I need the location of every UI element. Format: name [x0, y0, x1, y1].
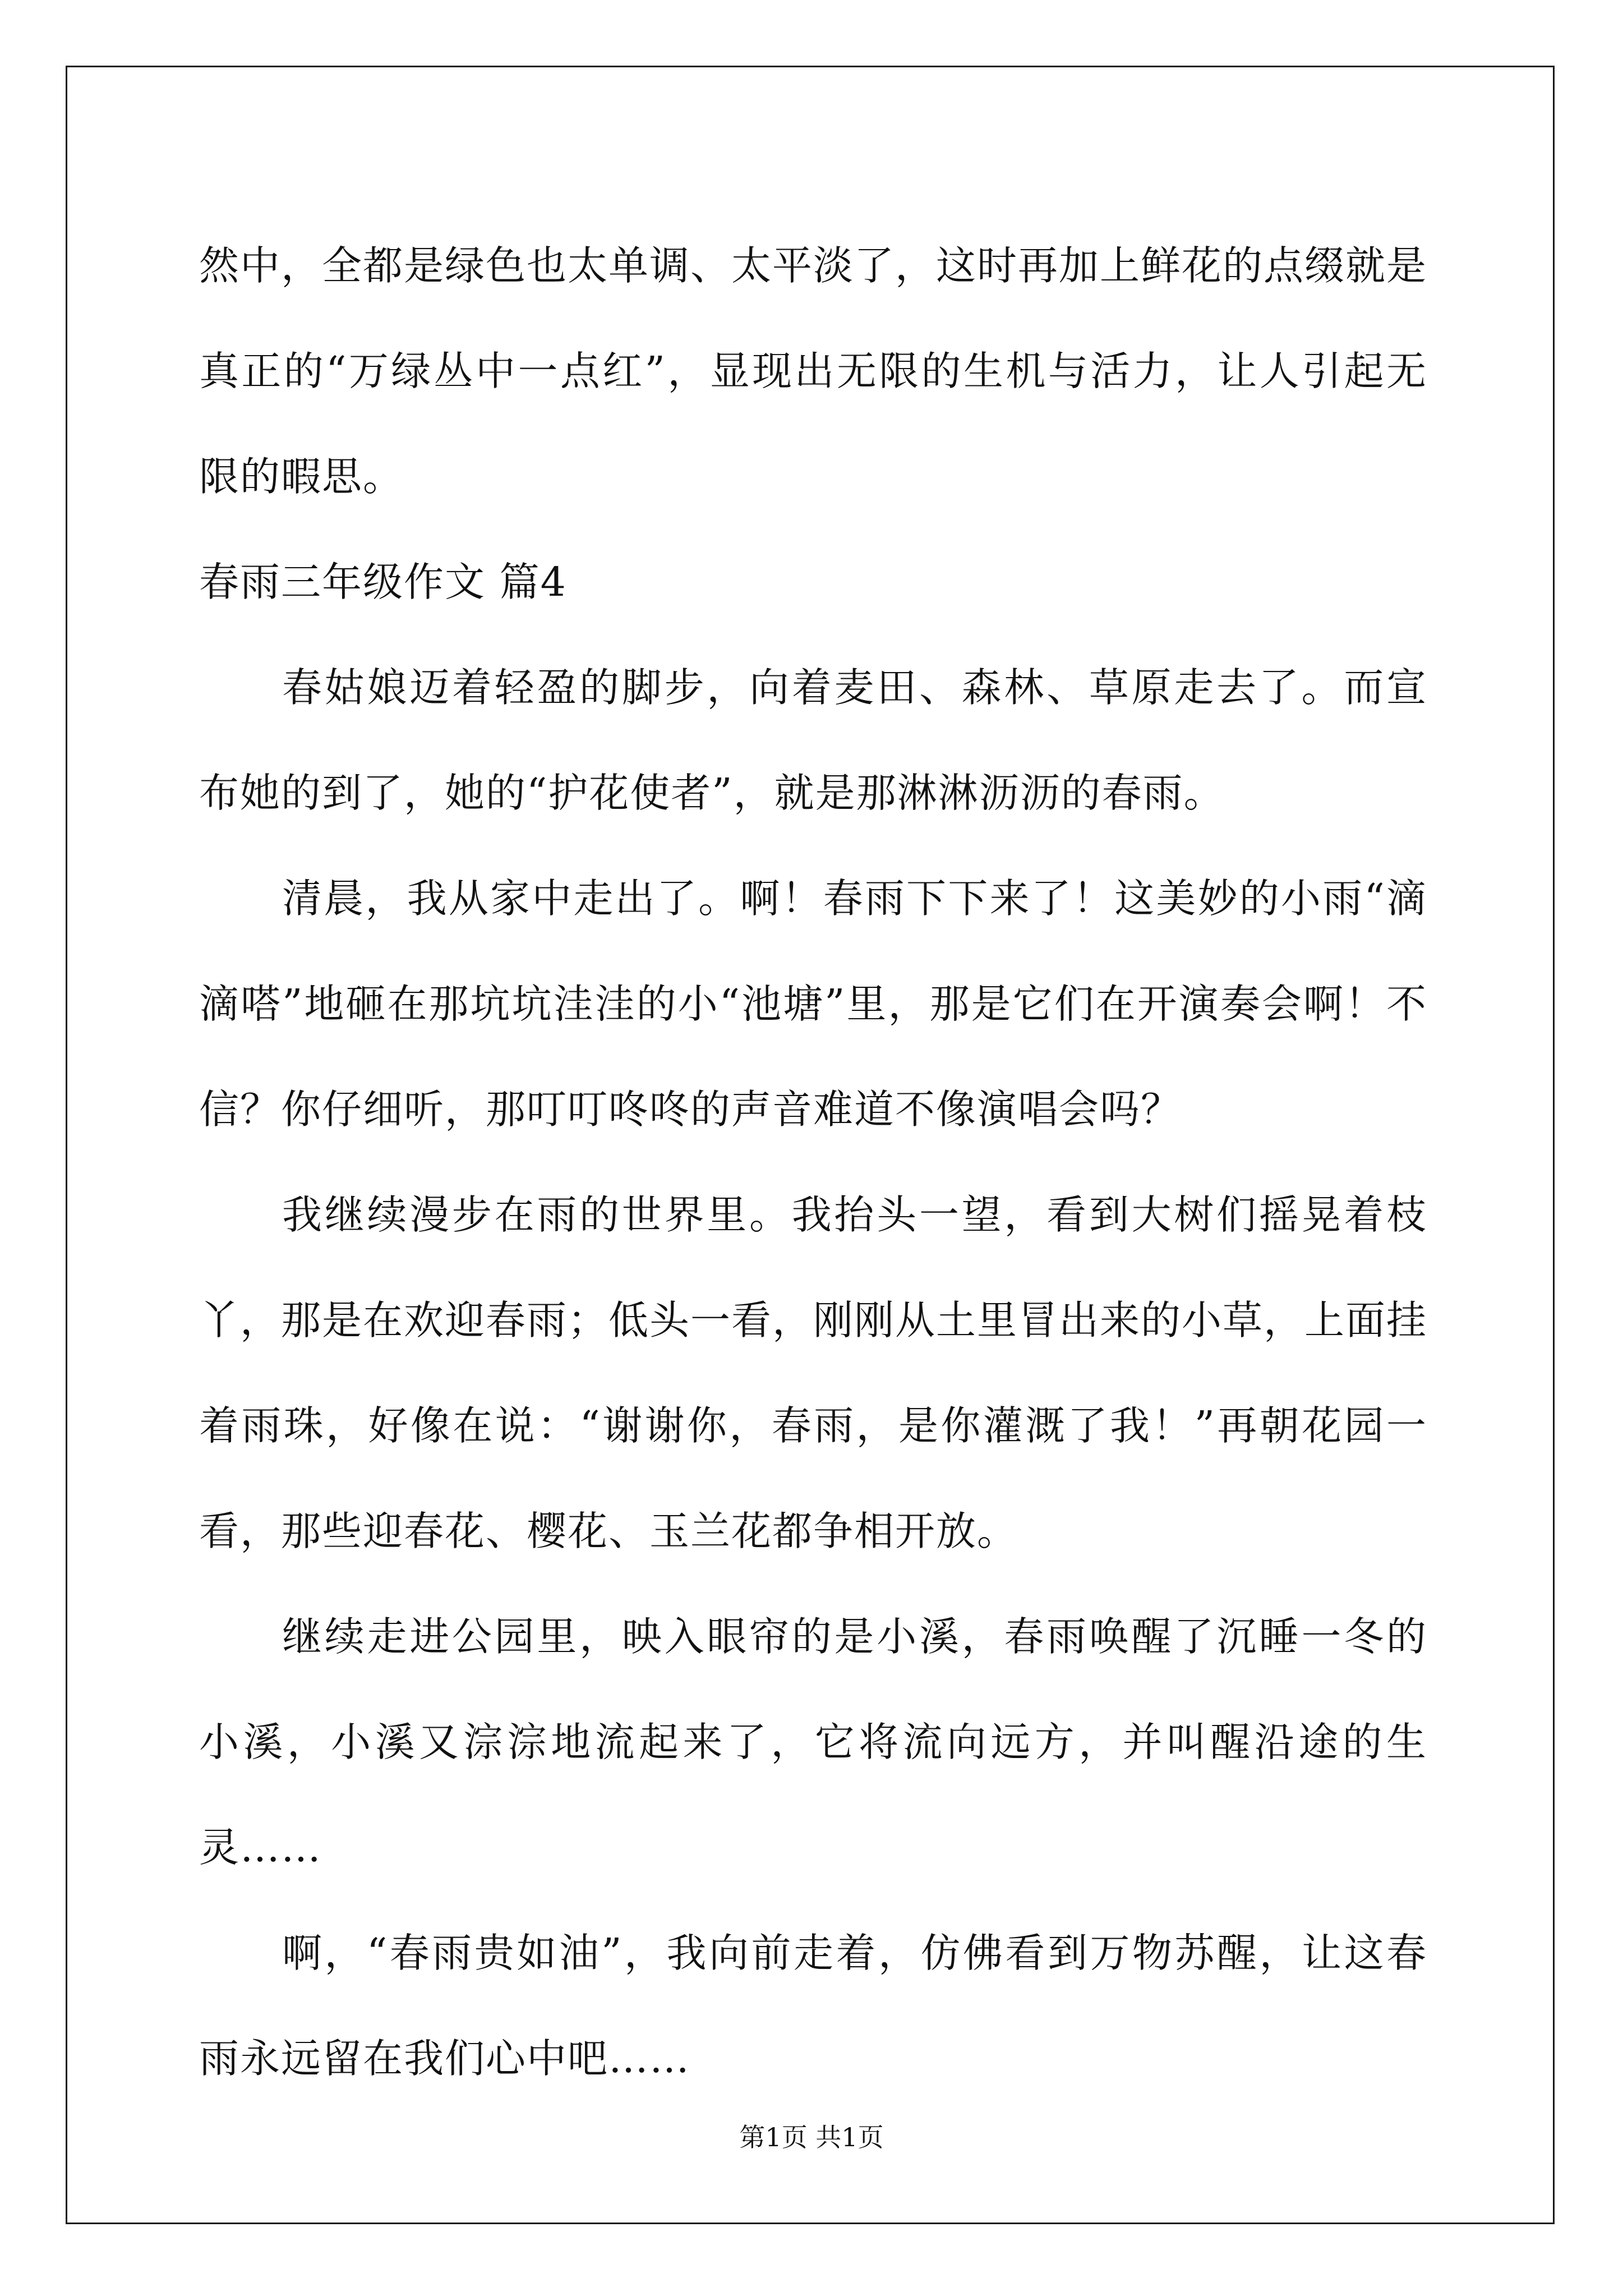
- paragraph-4: 我继续漫步在雨的世界里。我抬头一望，看到大树们摇晃着枝丫，那是在欢迎春雨；低头一看，刚刚从土里冒出来的小草，上面挂着雨珠，好像在说：“谢谢你，春雨，是你灌溉了我！”再朝花园一看，那些迎春花、樱花、玉兰花都争相开放。: [199, 1191, 1428, 1554]
- paragraph-3: 清晨，我从家中走出了。啊！春雨下下来了！这美妙的小雨“滴滴嗒”地砸在那坑坑洼洼的小“池塘”里，那是它们在开演奏会啊！不信？你仔细听，那叮叮咚咚的声音难道不像演唱会吗？: [199, 875, 1427, 1133]
- paragraph-6: 啊，“春雨贵如油”，我向前走着，仿佛看到万物苏醒，让这春雨永远留在我们心中吧……: [199, 1930, 1427, 2082]
- page-footer: 第1页 共1页: [739, 2122, 884, 2152]
- document-body: [199, 213, 1427, 2111]
- paragraph-5: 继续走进公园里，映入眼帘的是小溪，春雨唤醒了沉睡一冬的小溪，小溪又淙淙地流起来了，它将流向远方，并叫醒沿途的生灵……: [199, 1613, 1427, 1871]
- paragraph-1: 然中，全都是绿色也太单调、太平淡了，这时再加上鲜花的点缀就是真正的“万绿丛中一点红”，显现出无限的生机与活力，让人引起无限的暇思。: [199, 242, 1428, 500]
- section-heading: 春雨三年级作文 篇4: [199, 559, 567, 605]
- paragraph-2: 春姑娘迈着轻盈的脚步，向着麦田、森林、草原走去了。而宣布她的到了，她的“护花使者”，就是那淋淋沥沥的春雨。: [199, 664, 1427, 816]
